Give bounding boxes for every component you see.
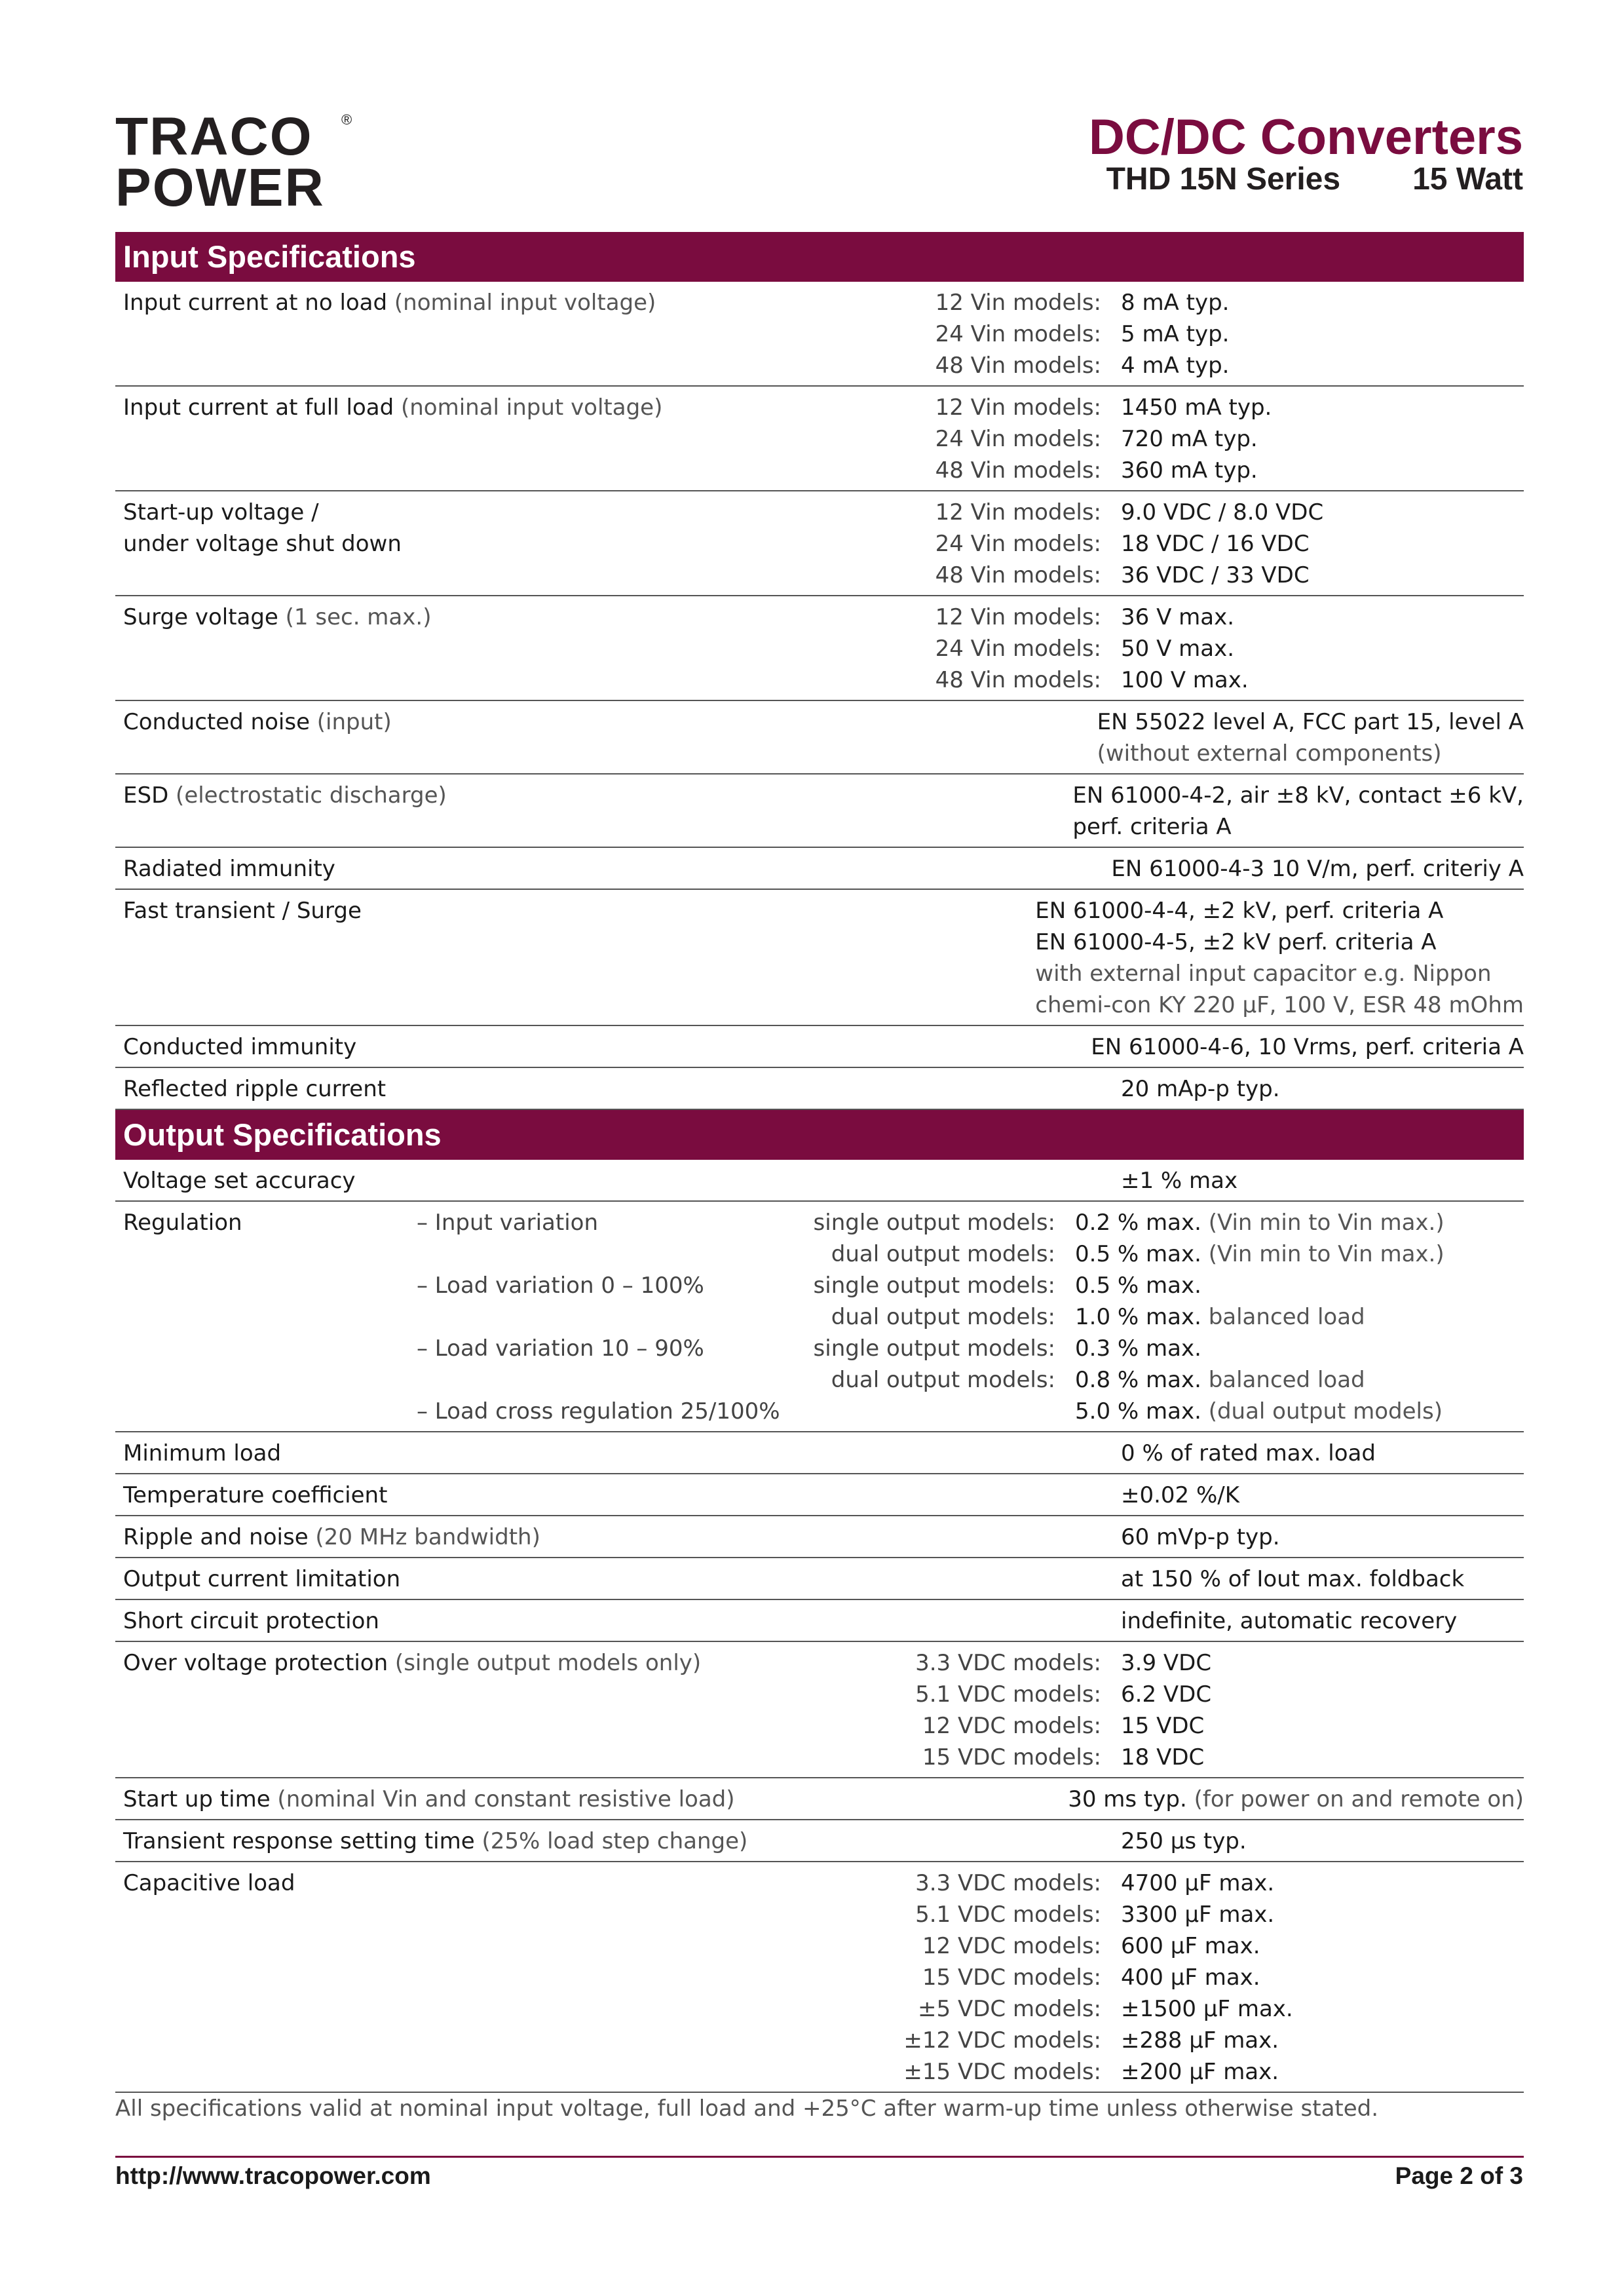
model-conditions (836, 1521, 1121, 1553)
model-conditions (797, 1784, 1068, 1815)
regulation-model-condition: single output models: (813, 1335, 1055, 1362)
spec-label (115, 1605, 836, 1637)
spec-value-line (1121, 1899, 1524, 1930)
spec-value-line (1121, 392, 1524, 423)
regulation-value-line (1075, 1396, 1524, 1427)
input-spec-row (115, 890, 1524, 1026)
output-spec-table (115, 1432, 1524, 2093)
spec-label-main: Minimum load (123, 1440, 282, 1466)
regulation-value-line (1075, 1207, 1524, 1238)
input-spec-row (115, 491, 1524, 596)
spec-value-line (1121, 318, 1524, 350)
model-condition: 12 Vin models: (935, 394, 1101, 421)
spec-label: Regulation (123, 1210, 242, 1236)
logo-line-2: POWER (115, 158, 325, 218)
spec-value: at 150 % of Iout max. foldback (1121, 1566, 1465, 1592)
regulation-value-note: balanced load (1201, 1304, 1365, 1330)
model-conditions (836, 287, 1121, 381)
spec-label-text (123, 287, 836, 318)
spec-label-main: Conducted immunity (123, 1034, 357, 1060)
input-spec-row (115, 282, 1524, 387)
input-spec-row (115, 848, 1524, 890)
regulation-subcondition (417, 1238, 764, 1270)
spec-label: Voltage set accuracy (123, 1168, 356, 1194)
spec-value-line (1121, 1679, 1524, 1710)
spec-tables (115, 232, 1524, 2122)
output-spec-row (115, 1862, 1524, 2093)
spec-label-text (123, 895, 774, 927)
spec-label (115, 1784, 797, 1815)
spec-value-note: (without external components) (1097, 740, 1442, 767)
spec-label (115, 1480, 836, 1511)
spec-value: EN 61000-4-5, ±2 kV perf. criteria A (1035, 929, 1437, 955)
spec-value-line (1121, 528, 1524, 560)
regulation-value: 0.5 % max. (1075, 1272, 1201, 1299)
model-condition: 12 VDC models: (922, 1713, 1101, 1739)
spec-label-text (123, 1480, 836, 1511)
spec-value: 400 µF max. (1121, 1964, 1260, 1991)
spec-label-text (123, 1521, 836, 1553)
logo-line-1: TRACO (115, 107, 313, 166)
regulation-value-note: (dual output models) (1201, 1398, 1443, 1425)
spec-value-line (1121, 2056, 1524, 2088)
model-condition: 12 Vin models: (935, 290, 1101, 316)
spec-value: perf. criteria A (1072, 814, 1232, 840)
model-condition: ±15 VDC models: (903, 2059, 1101, 2085)
spec-label (115, 895, 774, 1021)
spec-value-line (1121, 2025, 1524, 2056)
spec-label (115, 706, 818, 769)
spec-value-line (1068, 1784, 1524, 1815)
regulation-subconditions (417, 1207, 780, 1427)
spec-label-text (123, 1438, 836, 1469)
spec-value-line (1091, 1031, 1524, 1063)
model-condition: 24 Vin models: (935, 321, 1101, 347)
regulation-value-line (1075, 1270, 1524, 1301)
spec-value-line (1121, 1826, 1524, 1857)
regulation-value: 1.0 % max. (1075, 1304, 1201, 1330)
spec-label-text (123, 1073, 836, 1105)
spec-label-note: (20 MHz bandwidth) (308, 1524, 540, 1550)
spec-value-line (1072, 780, 1524, 811)
model-conditions (836, 1438, 1121, 1469)
spec-value: ±288 µF max. (1121, 2027, 1279, 2054)
regulation-value-note: (Vin min to Vin max.) (1201, 1241, 1445, 1267)
spec-value-line (1121, 1563, 1524, 1595)
spec-values (1097, 706, 1524, 769)
spec-label (115, 1867, 836, 2088)
regulation-model-condition: single output models: (813, 1210, 1055, 1236)
spec-label-main: Over voltage protection (123, 1650, 388, 1676)
model-condition: 12 VDC models: (922, 1933, 1101, 1959)
voltage-set-accuracy-row (115, 1160, 1524, 1202)
spec-value-line (1121, 455, 1524, 486)
spec-value-line (1121, 1962, 1524, 1993)
spec-value-line (1121, 633, 1524, 664)
regulation-subcondition: – Input variation (417, 1210, 598, 1236)
model-condition: 48 Vin models: (935, 353, 1101, 379)
spec-value: ±200 µF max. (1121, 2059, 1279, 2085)
regulation-subcondition (417, 1301, 764, 1333)
spec-value: 8 mA typ. (1121, 290, 1230, 316)
spec-value-line (1121, 287, 1524, 318)
model-conditions (836, 1605, 1121, 1637)
spec-label-text (123, 853, 829, 885)
spec-value: 360 mA typ. (1121, 457, 1258, 484)
model-conditions (801, 780, 1072, 843)
spec-label-main: Output current limitation (123, 1566, 401, 1592)
spec-label (115, 1563, 836, 1595)
spec-values (1121, 1438, 1524, 1469)
regulation-value: 5.0 % max. (1075, 1398, 1201, 1425)
output-spec-row (115, 1778, 1524, 1820)
spec-value: 50 V max. (1121, 636, 1235, 662)
regulation-model-conditions (764, 1207, 1075, 1427)
model-conditions (836, 497, 1121, 591)
spec-value-line (1035, 927, 1524, 958)
spec-label (115, 853, 829, 885)
output-spec-row (115, 1516, 1524, 1558)
spec-values (1111, 853, 1524, 885)
spec-label-main: Temperature coefficient (123, 1482, 388, 1508)
regulation-subcondition: – Load variation 10 – 90% (417, 1335, 704, 1362)
model-condition: 24 Vin models: (935, 531, 1101, 557)
spec-label-note: (input) (309, 709, 392, 735)
input-spec-row (115, 1068, 1524, 1110)
regulation-value: 0.8 % max. (1075, 1367, 1201, 1393)
regulation-value-line (1075, 1238, 1524, 1270)
model-conditions (818, 706, 1097, 769)
model-conditions (836, 1563, 1121, 1595)
spec-value-line (1121, 1480, 1524, 1511)
spec-label-main: Surge voltage (123, 604, 278, 630)
spec-label-text (123, 1563, 836, 1595)
spec-value-note: with external input capacitor e.g. Nippon (1035, 961, 1492, 987)
spec-value: 6.2 VDC (1121, 1681, 1212, 1708)
footer-url-link[interactable]: http://www.tracopower.com (115, 2162, 431, 2189)
spec-label (115, 1826, 836, 1857)
output-spec-header: Output Specifications (115, 1110, 1524, 1160)
spec-value-line (1121, 1930, 1524, 1962)
series-name: THD 15N Series (1106, 162, 1341, 197)
spec-value: EN 61000-4-6, 10 Vrms, perf. criteria A (1091, 1034, 1524, 1060)
logo-registered-mark: ® (341, 111, 352, 128)
spec-value-line (1035, 958, 1524, 989)
spec-value: 250 µs typ. (1121, 1828, 1247, 1854)
spec-value-line (1121, 1742, 1524, 1773)
model-conditions (836, 1826, 1121, 1857)
model-condition: 5.1 VDC models: (915, 1902, 1101, 1928)
spec-value: ±1 % max (1121, 1168, 1238, 1194)
spec-value-line (1121, 1993, 1524, 2025)
spec-label-main: Conducted noise (123, 709, 310, 735)
spec-value: 18 VDC (1121, 1744, 1205, 1770)
regulation-subcondition (417, 1364, 764, 1396)
model-condition: 48 Vin models: (935, 562, 1101, 588)
spec-label-note: (nominal Vin and constant resistive load) (270, 1786, 735, 1812)
spec-value: 0 % of rated max. load (1121, 1440, 1376, 1466)
spec-value-line (1121, 1521, 1524, 1553)
spec-values (1121, 392, 1524, 486)
spec-label (115, 1647, 836, 1773)
model-condition: 24 Vin models: (935, 426, 1101, 452)
spec-label-main: Reflected ripple current (123, 1076, 387, 1102)
spec-value: 600 µF max. (1121, 1933, 1260, 1959)
spec-value-line (1121, 350, 1524, 381)
spec-value-line (1121, 423, 1524, 455)
regulation-model-condition (764, 1396, 1055, 1427)
spec-label (115, 780, 801, 843)
input-spec-header: Input Specifications (115, 232, 1524, 282)
spec-label (115, 392, 836, 486)
output-spec-row (115, 1432, 1524, 1474)
regulation-values (1075, 1207, 1524, 1427)
output-spec-row (115, 1600, 1524, 1642)
spec-label-line-2: under voltage shut down (123, 531, 402, 557)
spec-value: 20 mAp-p typ. (1121, 1076, 1280, 1102)
spec-label-main: Ripple and noise (123, 1524, 309, 1550)
spec-label-text (123, 497, 836, 528)
spec-label (115, 1521, 836, 1553)
spec-value: 18 VDC / 16 VDC (1121, 531, 1310, 557)
output-spec-row (115, 1558, 1524, 1600)
spec-value: EN 61000-4-3 10 V/m, perf. criteriy A (1111, 856, 1524, 882)
spec-label-note: (nominal input voltage) (387, 290, 656, 316)
regulation-value-line (1075, 1301, 1524, 1333)
wattage: 15 Watt (1412, 162, 1523, 197)
spec-value: EN 61000-4-2, air ±8 kV, contact ±6 kV, (1072, 782, 1524, 809)
model-condition: 12 Vin models: (935, 604, 1101, 630)
model-condition: ±5 VDC models: (918, 1996, 1101, 2022)
spec-value-line (1121, 1438, 1524, 1469)
spec-label (115, 287, 836, 381)
spec-values (1121, 602, 1524, 696)
model-condition: 3.3 VDC models: (915, 1870, 1101, 1896)
spec-value: indefinite, automatic recovery (1121, 1608, 1458, 1634)
spec-label-main: Fast transient / Surge (123, 898, 362, 924)
spec-values (1068, 1784, 1524, 1815)
model-condition: 24 Vin models: (935, 636, 1101, 662)
spec-value: 720 mA typ. (1121, 426, 1258, 452)
spec-label-text (123, 602, 836, 633)
spec-value: 3.9 VDC (1121, 1650, 1212, 1676)
spec-value-line (1121, 602, 1524, 633)
spec-label (115, 1438, 836, 1469)
spec-values (1121, 1480, 1524, 1511)
spec-value: 15 VDC (1121, 1713, 1205, 1739)
page-number: Page 2 of 3 (1395, 2162, 1523, 2189)
spec-value: 100 V max. (1121, 667, 1249, 693)
spec-label-note: (1 sec. max.) (278, 604, 432, 630)
spec-values (1121, 1605, 1524, 1637)
output-spec-row (115, 1820, 1524, 1862)
spec-value: ±0.02 %/K (1121, 1482, 1240, 1508)
output-spec-row (115, 1474, 1524, 1516)
spec-value-line (1097, 738, 1524, 769)
regulation-value-note: (Vin min to Vin max.) (1201, 1210, 1445, 1236)
spec-label-text (123, 1647, 836, 1679)
spec-value-line (1121, 1710, 1524, 1742)
spec-label-main: Capacitive load (123, 1870, 295, 1896)
model-conditions (836, 1073, 1121, 1105)
model-condition: 3.3 VDC models: (915, 1650, 1101, 1676)
spec-label-main: Input current at full load (123, 394, 394, 421)
spec-value: ±1500 µF max. (1121, 1996, 1293, 2022)
regulation-subcondition: – Load variation 0 – 100% (417, 1272, 704, 1299)
footer-divider (115, 2156, 1524, 2158)
model-conditions (814, 1031, 1091, 1063)
regulation-value-note: balanced load (1201, 1367, 1365, 1393)
spec-values (1072, 780, 1524, 843)
spec-values (1121, 1867, 1524, 2088)
regulation-model-condition: dual output models: (831, 1241, 1055, 1267)
document-title: DC/DC Converters (1088, 109, 1523, 165)
spec-label-text (123, 392, 836, 423)
model-conditions (829, 853, 1111, 885)
regulation-value: 0.2 % max. (1075, 1210, 1201, 1236)
regulation-model-condition: dual output models: (831, 1367, 1055, 1393)
spec-value: 36 VDC / 33 VDC (1121, 562, 1310, 588)
input-spec-row (115, 596, 1524, 701)
spec-label-main: Radiated immunity (123, 856, 335, 882)
model-condition: 15 VDC models: (922, 1744, 1101, 1770)
input-spec-table (115, 282, 1524, 1110)
spec-values (1121, 1073, 1524, 1105)
spec-values (1121, 1563, 1524, 1595)
spec-value: 4700 µF max. (1121, 1870, 1275, 1896)
input-spec-row (115, 387, 1524, 491)
spec-label (115, 1031, 814, 1063)
tracopower-logo (115, 107, 352, 218)
spec-label-main: Input current at no load (123, 290, 388, 316)
regulation-subcondition: – Load cross regulation 25/100% (417, 1398, 780, 1425)
spec-value-line (1035, 989, 1524, 1021)
model-condition: 48 Vin models: (935, 457, 1101, 484)
spec-label-text (123, 780, 801, 811)
spec-value-line (1121, 1605, 1524, 1637)
spec-value-line (1121, 664, 1524, 696)
spec-label-text (123, 1031, 814, 1063)
spec-value-line (1121, 1867, 1524, 1899)
model-conditions (836, 392, 1121, 486)
spec-value-line (1072, 811, 1524, 843)
spec-value-line (1121, 560, 1524, 591)
spec-value: 36 V max. (1121, 604, 1235, 630)
spec-label-main: Start-up voltage / (123, 499, 319, 526)
model-condition: 5.1 VDC models: (915, 1681, 1101, 1708)
spec-label-note: (single output models only) (388, 1650, 702, 1676)
spec-values (1121, 1521, 1524, 1553)
document-subtitle (1106, 161, 1523, 197)
spec-values (1121, 497, 1524, 591)
model-conditions (836, 1647, 1121, 1773)
model-conditions (836, 1480, 1121, 1511)
spec-label-text (123, 706, 818, 738)
spec-label-main: Transient response setting time (123, 1828, 475, 1854)
model-condition: 15 VDC models: (922, 1964, 1101, 1991)
input-spec-row (115, 1026, 1524, 1068)
model-condition: 12 Vin models: (935, 499, 1101, 526)
spec-value-note: chemi-con KY 220 µF, 100 V, ESR 48 mOhm (1035, 992, 1524, 1018)
spec-label-note: (25% load step change) (474, 1828, 748, 1854)
spec-label-text (123, 1826, 836, 1857)
spec-value-line (1111, 853, 1524, 885)
model-conditions (836, 602, 1121, 696)
spec-value-line (1121, 1073, 1524, 1105)
spec-label (115, 602, 836, 696)
spec-value: EN 61000-4-4, ±2 kV, perf. criteria A (1035, 898, 1444, 924)
regulation-value: 0.3 % max. (1075, 1335, 1201, 1362)
model-condition: 48 Vin models: (935, 667, 1101, 693)
spec-label-text (123, 1784, 797, 1815)
regulation-value-line (1075, 1333, 1524, 1364)
spec-values (1035, 895, 1524, 1021)
spec-value-note: (for power on and remote on) (1186, 1786, 1524, 1812)
output-spec-row (115, 1642, 1524, 1778)
spec-label-main: Start up time (123, 1786, 271, 1812)
model-condition: ±12 VDC models: (903, 2027, 1101, 2054)
spec-value: 9.0 VDC / 8.0 VDC (1121, 499, 1324, 526)
spec-label-note: (electrostatic discharge) (168, 782, 447, 809)
footnote: All specifications valid at nominal input voltage, full load and +25°C after warm-up time unless otherwise stated. (115, 2095, 1379, 2122)
spec-value-line (1035, 895, 1524, 927)
spec-label (115, 1073, 836, 1105)
spec-value: 30 ms typ. (1068, 1786, 1187, 1812)
model-conditions (774, 895, 1036, 1021)
spec-value: 60 mVp-p typ. (1121, 1524, 1280, 1550)
spec-values (1121, 287, 1524, 381)
spec-values (1091, 1031, 1524, 1063)
spec-value-line (1121, 497, 1524, 528)
spec-value: 1450 mA typ. (1121, 394, 1272, 421)
regulation-model-condition: dual output models: (831, 1304, 1055, 1330)
regulation-row (115, 1202, 1524, 1432)
spec-values (1121, 1647, 1524, 1773)
spec-label-note: (nominal input voltage) (394, 394, 663, 421)
regulation-value-line (1075, 1364, 1524, 1396)
spec-value: 5 mA typ. (1121, 321, 1230, 347)
model-conditions (836, 1867, 1121, 2088)
spec-value-line (1121, 1647, 1524, 1679)
regulation-value: 0.5 % max. (1075, 1241, 1201, 1267)
spec-value: EN 55022 level A, FCC part 15, level A (1097, 709, 1524, 735)
input-spec-row (115, 775, 1524, 848)
spec-values (1121, 1826, 1524, 1857)
spec-value-line (1097, 706, 1524, 738)
spec-label-main: Short circuit protection (123, 1608, 379, 1634)
spec-value: 4 mA typ. (1121, 353, 1230, 379)
regulation-model-condition: single output models: (813, 1272, 1055, 1299)
spec-label (115, 497, 836, 591)
spec-value: 3300 µF max. (1121, 1902, 1275, 1928)
input-spec-row (115, 701, 1524, 775)
spec-label-main: ESD (123, 782, 169, 809)
spec-label-text (123, 1605, 836, 1637)
spec-label-text (123, 1867, 836, 1899)
